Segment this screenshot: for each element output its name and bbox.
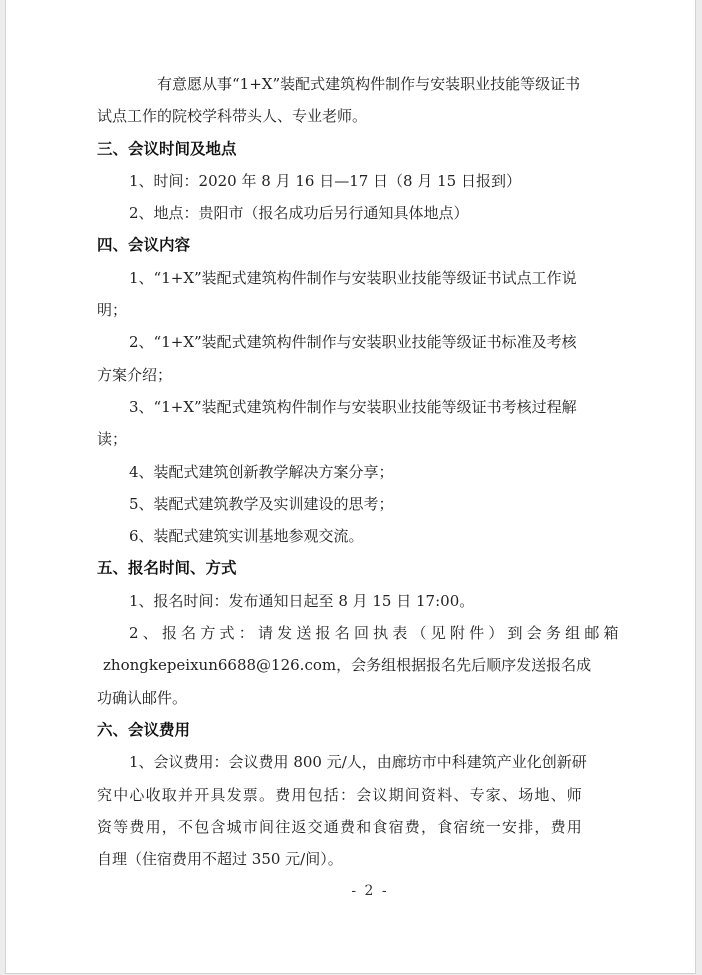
meeting-location-line: 2、地点：贵阳市（报名成功后另行通知具体地点） bbox=[129, 204, 469, 223]
agenda-item-1-line-2: 明； bbox=[97, 301, 128, 320]
intro-paragraph-line-1: 有意愿从事“1+X”装配式建筑构件制作与安装职业技能等级证书 bbox=[157, 75, 581, 93]
registration-email-line: zhongkepeixun6688@126.com，会务组根据报名先后顺序发送报名成 bbox=[103, 656, 592, 675]
section-heading-registration: 五、报名时间、方式 bbox=[97, 559, 237, 578]
document-body bbox=[97, 68, 643, 908]
fees-line-3: 资等费用，不包含城市间往返交通费和食宿费，食宿统一安排，费用 bbox=[97, 817, 584, 836]
agenda-item-1-line-1: 1、“1+X”装配式建筑构件制作与安装职业技能等级证书试点工作说 bbox=[129, 268, 577, 287]
fees-line-4: 自理（住宿费用不超过 350 元/间）。 bbox=[97, 850, 343, 869]
agenda-item-5: 5、装配式建筑教学及实训建设的思考； bbox=[129, 494, 394, 513]
agenda-item-3-line-2: 读； bbox=[97, 430, 128, 449]
section-heading-fees: 六、会议费用 bbox=[97, 720, 191, 739]
agenda-item-6: 6、装配式建筑实训基地参观交流。 bbox=[129, 527, 364, 546]
registration-method-line-1: 2、报名方式：请发送报名回执表（见附件）到会务组邮箱 bbox=[129, 624, 623, 643]
registration-method-line-3: 功确认邮件。 bbox=[97, 688, 188, 707]
intro-paragraph-line-2: 试点工作的院校学科带头人、专业老师。 bbox=[97, 107, 368, 126]
fees-line-2: 究中心收取并开具发票。费用包括：会议期间资料、专家、场地、师 bbox=[97, 785, 584, 804]
section-heading-time-location: 三、会议时间及地点 bbox=[97, 139, 237, 158]
agenda-item-2-line-1: 2、“1+X”装配式建筑构件制作与安装职业技能等级证书标准及考核 bbox=[129, 333, 577, 352]
document-page bbox=[5, 0, 696, 974]
meeting-time-line: 1、时间：2020 年 8 月 16 日—17 日（8 月 15 日报到） bbox=[129, 171, 521, 190]
section-heading-agenda: 四、会议内容 bbox=[97, 236, 191, 255]
agenda-item-3-line-1: 3、“1+X”装配式建筑构件制作与安装职业技能等级证书考核过程解 bbox=[129, 397, 577, 416]
fees-line-1: 1、会议费用：会议费用 800 元/人，由廊坊市中科建筑产业化创新研 bbox=[129, 753, 587, 772]
page-number: - 2 - bbox=[351, 883, 389, 900]
registration-time-line: 1、报名时间：发布通知日起至 8 月 15 日 17:00。 bbox=[129, 591, 475, 610]
agenda-item-4: 4、装配式建筑创新教学解决方案分享； bbox=[129, 462, 394, 481]
agenda-item-2-line-2: 方案介绍； bbox=[97, 365, 173, 384]
